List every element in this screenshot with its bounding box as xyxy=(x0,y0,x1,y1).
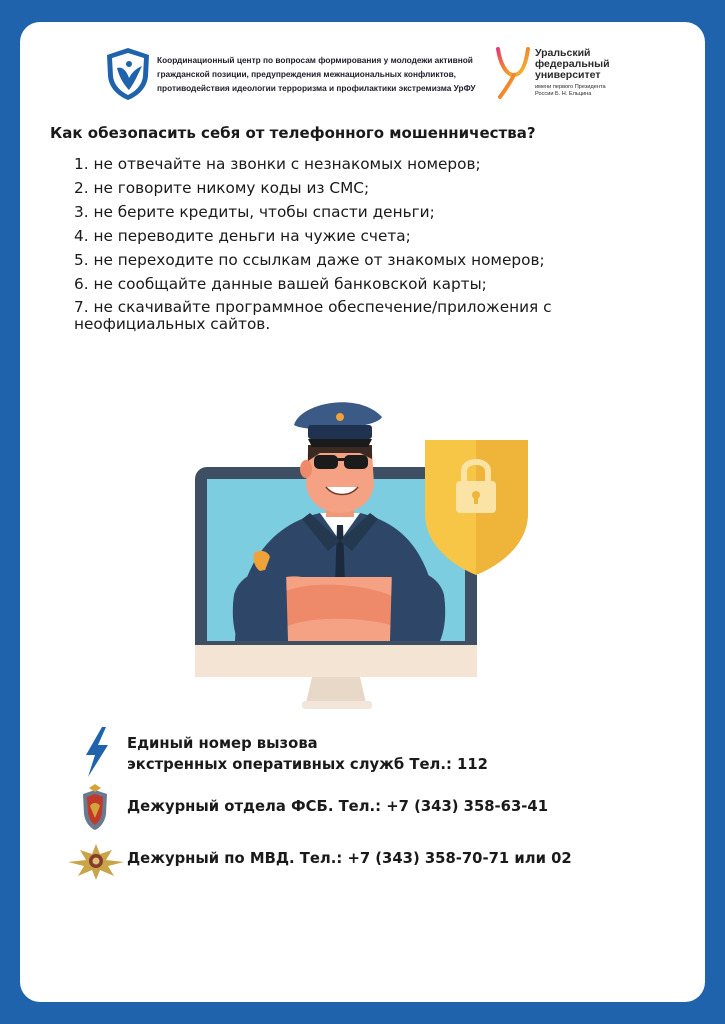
emergency-contact xyxy=(127,733,488,775)
police-officer-monitor-illustration xyxy=(190,395,535,715)
shield-dove-logo-icon xyxy=(105,46,151,102)
mvd-emblem-icon xyxy=(66,840,126,880)
list-item: 7. не скачивайте программное обеспечение/приложения с неофициальных сайтов. xyxy=(74,298,552,333)
urfu-sub-line-2: России Б. Н. Ельцина xyxy=(535,90,592,97)
list-item: 4. не переводите деньги на чужие счета; xyxy=(74,227,411,245)
page-title: Как обезопасить себя от телефонного мошенничества? xyxy=(50,124,536,142)
coordination-center-title xyxy=(157,53,487,95)
header-line-2: гражданской позиции, предупреждения межнациональных конфликтов, xyxy=(157,69,456,79)
urfu-logo-text xyxy=(535,48,610,97)
lightning-icon xyxy=(80,727,112,777)
urfu-name-line-3: университет xyxy=(535,69,601,81)
header-line-3: противодействия идеологии терроризма и профилактики экстремизма УрФУ xyxy=(157,83,476,93)
emergency-contact-line-1: Единый номер вызова xyxy=(127,735,318,752)
list-item: 5. не переходите по ссылкам даже от знакомых номеров; xyxy=(74,251,545,269)
list-item: 2. не говорите никому коды из СМС; xyxy=(74,179,370,197)
list-item: 1. не отвечайте на звонки с незнакомых номеров; xyxy=(74,155,481,173)
urfu-logo-icon xyxy=(494,45,532,101)
header-line-1: Координационный центр по вопросам формирования у молодежи активной xyxy=(157,55,473,65)
emergency-contact-line-2: экстренных оперативных служб Тел.: 112 xyxy=(127,756,488,773)
list-item: 6. не сообщайте данные вашей банковской карты; xyxy=(74,275,487,293)
tips-list xyxy=(74,155,614,338)
fsb-contact: Дежурный отдела ФСБ. Тел.: +7 (343) 358-63-41 xyxy=(127,798,549,815)
fsb-emblem-icon xyxy=(80,784,110,832)
urfu-name-line-2: федеральный xyxy=(535,58,610,70)
mvd-contact: Дежурный по МВД. Тел.: +7 (343) 358-70-71 или 02 xyxy=(127,850,572,867)
urfu-name-line-1: Уральский xyxy=(535,47,591,59)
urfu-sub-line-1: имени первого Президента xyxy=(535,84,606,90)
list-item: 3. не берите кредиты, чтобы спасти деньги; xyxy=(74,203,435,221)
